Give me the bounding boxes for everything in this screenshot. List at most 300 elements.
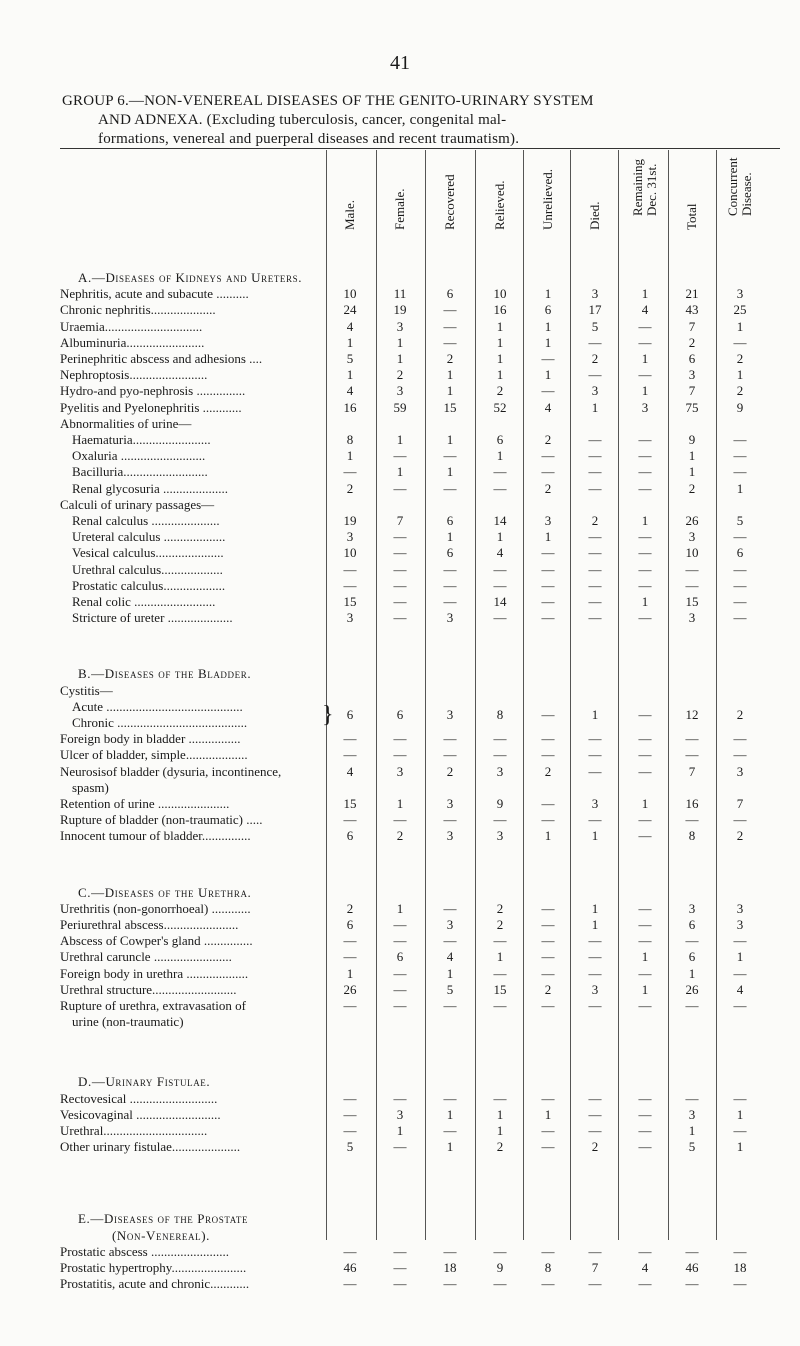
table-cell: 5 <box>446 981 454 997</box>
table-cell: 6 <box>346 917 354 932</box>
table-cell: 3 <box>396 1106 404 1122</box>
row-label: Abscess of Cowper's gland ............... <box>60 933 253 949</box>
table-cell: 1 <box>688 448 696 464</box>
row-label: Stricture of ureter .................... <box>72 610 233 626</box>
table-cell: — <box>638 917 652 932</box>
table-cell: 5 <box>688 1139 696 1155</box>
table-cell: 6 <box>446 545 454 561</box>
table-cell: — <box>588 1090 602 1106</box>
table-cell: — <box>541 949 555 965</box>
table-cell: — <box>588 1106 602 1122</box>
table-cell: 1 <box>736 949 744 965</box>
row-label: Uraemia.............................. <box>60 318 203 334</box>
table-cell: 6 <box>446 513 454 528</box>
table-cell: 3 <box>591 981 599 997</box>
table-cell: — <box>733 933 747 949</box>
table-cell: — <box>541 1139 555 1155</box>
table-cell: 1 <box>446 1139 454 1155</box>
table-cell: 19 <box>393 302 407 318</box>
table-cell: 10 <box>343 286 357 302</box>
table-cell: 4 <box>496 545 504 561</box>
table-cell: — <box>733 529 747 545</box>
row-label: Other urinary fistulae..................... <box>60 1139 241 1155</box>
table-cell: 2 <box>544 981 552 997</box>
table-row <box>60 812 780 828</box>
table-cell: 3 <box>396 318 404 334</box>
table-cell: 10 <box>685 545 699 561</box>
table-cell: 25 <box>733 302 747 318</box>
table-cell: 1 <box>446 464 454 480</box>
table-cell: 1 <box>496 318 504 334</box>
table-cell: — <box>733 1123 747 1138</box>
column-header-label: Total <box>684 203 699 230</box>
table-cell: — <box>541 933 555 949</box>
table-cell: 3 <box>688 529 696 545</box>
row-label: (Non-Venereal). <box>112 1227 211 1243</box>
table-cell: 1 <box>496 1106 504 1122</box>
row-label: Acute .......................................... <box>72 698 243 714</box>
table-cell: — <box>733 1243 747 1259</box>
table-cell: 2 <box>544 763 552 779</box>
table-cell: 1 <box>641 383 649 399</box>
table-cell: — <box>443 1090 457 1106</box>
table-cell: — <box>638 334 652 350</box>
table-row <box>60 998 780 1014</box>
table-cell: 8 <box>688 828 696 844</box>
row-label: Renal glycosuria .................... <box>72 480 228 496</box>
table-cell: — <box>638 707 652 722</box>
row-label: Albuminuria........................ <box>60 334 205 350</box>
table-cell: — <box>541 900 555 916</box>
table-cell: 3 <box>446 917 454 932</box>
table-row <box>60 828 780 844</box>
table-cell: — <box>638 965 652 981</box>
row-label: Haematuria........................ <box>72 432 211 447</box>
table-cell: 15 <box>443 399 457 415</box>
table-cell: 4 <box>544 399 552 415</box>
column-header-label: Relieved. <box>492 180 507 230</box>
table-row <box>60 1107 780 1123</box>
table-cell: — <box>541 351 555 366</box>
table-cell: 1 <box>396 464 404 480</box>
row-label: Foreign body in urethra ................... <box>60 965 249 981</box>
section-heading <box>60 270 780 286</box>
column-header <box>330 150 370 250</box>
row-label: Prostatic hypertrophy....................... <box>60 1260 247 1275</box>
table-cell: 4 <box>641 1260 649 1275</box>
table-cell: — <box>588 545 602 561</box>
table-row <box>60 683 780 699</box>
table-cell: — <box>588 577 602 593</box>
table-cell: 3 <box>736 900 744 916</box>
table-cell: 7 <box>396 513 404 528</box>
table-cell: — <box>393 731 407 747</box>
table-cell: — <box>343 998 357 1013</box>
table-cell: 3 <box>496 828 504 844</box>
table-cell: 6 <box>544 302 552 318</box>
table-cell: — <box>493 965 507 981</box>
table-cell: — <box>638 1243 652 1259</box>
table-cell: — <box>541 796 555 811</box>
table-cell: 1 <box>688 1123 696 1138</box>
table-cell: 6 <box>496 432 504 447</box>
column-header <box>528 150 568 250</box>
row-label: Calculi of urinary passages— <box>60 496 215 512</box>
table-cell: — <box>343 812 357 828</box>
table-cell: 9 <box>496 1260 504 1275</box>
row-label: Rupture of bladder (non-traumatic) ..... <box>60 812 263 828</box>
table-cell: — <box>638 610 652 626</box>
table-cell: 1 <box>396 1123 404 1138</box>
table-cell: — <box>638 529 652 545</box>
table-cell: 14 <box>493 594 507 609</box>
table-cell: 2 <box>496 383 504 399</box>
table-cell: — <box>541 594 555 609</box>
table-cell: — <box>443 731 457 747</box>
table-cell: 2 <box>591 513 599 528</box>
table-cell: 2 <box>591 351 599 366</box>
table-cell: 75 <box>685 399 699 415</box>
table-cell: — <box>443 812 457 828</box>
table-cell: — <box>588 747 602 763</box>
row-label: Bacilluria.......................... <box>72 464 208 480</box>
table-cell: 2 <box>496 900 504 916</box>
title-line-3: formations, venereal and puerperal diseases and recent traumatism). <box>98 131 520 147</box>
table-cell: — <box>733 334 747 350</box>
table-cell: 2 <box>736 383 744 399</box>
table-row <box>60 1276 780 1292</box>
table-cell: 17 <box>588 302 602 318</box>
row-label: urine (non-traumatic) <box>72 1014 184 1030</box>
table-cell: 6 <box>396 707 404 722</box>
table-row <box>60 578 780 594</box>
table-cell: — <box>685 731 699 747</box>
table-row <box>60 1014 780 1030</box>
table-cell: 4 <box>736 981 744 997</box>
column-header-label: Died. <box>587 201 602 230</box>
table-cell: — <box>493 577 507 593</box>
table-cell: 1 <box>396 432 404 447</box>
table-cell: — <box>393 1243 407 1259</box>
table-cell: 1 <box>446 432 454 447</box>
table-row <box>60 545 780 561</box>
table-cell: — <box>638 561 652 577</box>
table-row <box>60 982 780 998</box>
column-header-label: Unrelieved. <box>540 168 555 230</box>
table-cell: — <box>393 917 407 932</box>
section-heading <box>60 1211 780 1227</box>
table-row <box>60 949 780 965</box>
table-cell: 1 <box>544 828 552 844</box>
table-cell: 5 <box>591 318 599 334</box>
table-cell: 2 <box>496 917 504 932</box>
table-cell: 1 <box>544 286 552 302</box>
table-cell: 16 <box>685 796 699 811</box>
table-cell: 1 <box>544 529 552 545</box>
table-cell: — <box>685 561 699 577</box>
table-cell: 6 <box>688 949 696 965</box>
table-cell: — <box>343 747 357 763</box>
table-cell: — <box>443 302 457 318</box>
row-label: Chronic nephritis.................... <box>60 302 216 318</box>
table-cell: — <box>393 1090 407 1106</box>
table-cell: 3 <box>591 383 599 399</box>
table-cell: — <box>733 561 747 577</box>
table-row <box>60 513 780 529</box>
table-cell: 7 <box>591 1260 599 1275</box>
section-heading <box>60 666 780 682</box>
row-label: Pyelitis and Pyelonephritis ............ <box>60 399 242 415</box>
table-cell: 9 <box>496 796 504 811</box>
row-label: spasm) <box>72 779 109 795</box>
table-cell: — <box>443 1243 457 1259</box>
table-cell: — <box>541 747 555 763</box>
table-cell: — <box>443 448 457 464</box>
table-cell: — <box>393 448 407 464</box>
table-cell: 10 <box>493 286 507 302</box>
column-header <box>625 150 665 250</box>
table-cell: 1 <box>496 448 504 464</box>
table-cell: — <box>638 998 652 1013</box>
table-cell: 1 <box>591 900 599 916</box>
table-cell: 1 <box>446 529 454 545</box>
table-cell: 1 <box>591 399 599 415</box>
table-cell: — <box>443 998 457 1013</box>
table-cell: 1 <box>641 513 649 528</box>
table-cell: 2 <box>544 432 552 447</box>
table-row <box>60 747 780 763</box>
table-cell: — <box>588 998 602 1013</box>
table-cell: 3 <box>591 286 599 302</box>
table-cell: 5 <box>346 1139 354 1155</box>
table-cell: 7 <box>688 763 696 779</box>
table-cell: — <box>493 747 507 763</box>
table-cell: 3 <box>446 828 454 844</box>
table-cell: 7 <box>736 796 744 811</box>
table-cell: — <box>393 577 407 593</box>
table-cell: — <box>638 367 652 383</box>
table-cell: — <box>493 933 507 949</box>
table-cell: 2 <box>396 367 404 383</box>
table-cell: 12 <box>685 707 699 722</box>
table-cell: — <box>393 545 407 561</box>
table-cell: — <box>393 1276 407 1292</box>
row-label: E.—Diseases of the Prostate <box>78 1211 249 1227</box>
table-cell: — <box>588 933 602 949</box>
table-cell: — <box>541 561 555 577</box>
table-cell: — <box>733 998 747 1013</box>
row-label: Hydro-and pyo-nephrosis ............... <box>60 383 246 399</box>
table-row <box>60 966 780 982</box>
column-header <box>575 150 615 250</box>
table-cell: 1 <box>544 367 552 383</box>
table-cell: 1 <box>346 367 354 383</box>
table-cell: — <box>588 731 602 747</box>
row-label: Renal colic ......................... <box>72 594 216 609</box>
table-cell: — <box>393 998 407 1013</box>
table-cell: 16 <box>343 399 357 415</box>
table-cell: 6 <box>688 351 696 366</box>
table-cell: — <box>541 707 555 722</box>
table-cell: 14 <box>493 513 507 528</box>
table-cell: — <box>443 1276 457 1292</box>
table-cell: — <box>588 965 602 981</box>
row-label: Ulcer of bladder, simple................... <box>60 747 248 763</box>
table-cell: — <box>588 812 602 828</box>
table-cell: 1 <box>396 351 404 366</box>
table-cell: — <box>443 594 457 609</box>
table-cell: 2 <box>688 480 696 496</box>
table-row <box>60 383 780 399</box>
row-label: Rupture of urethra, extravasation of <box>60 998 246 1013</box>
table-cell: 2 <box>736 351 744 366</box>
row-label: Nephroptosis........................ <box>60 367 208 383</box>
table-cell: 1 <box>396 796 404 811</box>
table-cell: 7 <box>688 318 696 334</box>
table-cell: — <box>393 933 407 949</box>
table-cell: — <box>541 464 555 480</box>
table-cell: 52 <box>493 399 507 415</box>
table-cell: 24 <box>343 302 357 318</box>
table-cell: 1 <box>446 1106 454 1122</box>
column-header <box>430 150 470 250</box>
table-cell: 1 <box>688 965 696 981</box>
table-cell: — <box>685 1090 699 1106</box>
table-cell: 1 <box>496 351 504 366</box>
table-cell: — <box>733 464 747 480</box>
table-cell: 3 <box>736 286 744 302</box>
table-cell: — <box>588 464 602 480</box>
row-label: Neurosisof bladder (dysuria, incontinence, <box>60 763 282 779</box>
table-row <box>60 594 780 610</box>
table-cell: 2 <box>346 480 354 496</box>
row-label: Urethral................................ <box>60 1123 208 1138</box>
table-cell: 21 <box>685 286 699 302</box>
table-cell: — <box>685 1276 699 1292</box>
table-cell: — <box>733 731 747 747</box>
table-cell: 3 <box>396 763 404 779</box>
table-cell: — <box>393 1139 407 1155</box>
table-cell: — <box>541 812 555 828</box>
table-cell: — <box>541 448 555 464</box>
table-cell: — <box>343 1276 357 1292</box>
table-cell: — <box>588 610 602 626</box>
table-cell: 4 <box>346 763 354 779</box>
table-cell: — <box>493 464 507 480</box>
row-label: Vesicovaginal .......................... <box>60 1106 221 1122</box>
table-cell: 1 <box>736 318 744 334</box>
table-cell: — <box>343 464 357 480</box>
table-cell: 1 <box>496 949 504 965</box>
brace-icon: } <box>322 702 334 728</box>
table-cell: 1 <box>641 981 649 997</box>
table-cell: — <box>343 949 357 965</box>
table-cell: — <box>343 731 357 747</box>
table-cell: 5 <box>736 513 744 528</box>
table-row <box>60 933 780 949</box>
row-label: D.—Urinary Fistulae. <box>78 1074 211 1090</box>
table-cell: 7 <box>688 383 696 399</box>
table-cell: — <box>588 949 602 965</box>
table-cell: 15 <box>343 796 357 811</box>
table-cell: — <box>343 933 357 949</box>
table-cell: 1 <box>688 464 696 480</box>
table-cell: 6 <box>396 949 404 965</box>
section-heading <box>60 885 780 901</box>
table-row <box>60 497 780 513</box>
table-row <box>60 319 780 335</box>
table-cell: — <box>638 1106 652 1122</box>
table-cell: — <box>733 448 747 464</box>
table-cell: — <box>541 610 555 626</box>
table-cell: 26 <box>685 513 699 528</box>
table-cell: 43 <box>685 302 699 318</box>
table-cell: — <box>588 763 602 779</box>
table-cell: 5 <box>346 351 354 366</box>
row-label: Oxaluria .......................... <box>72 448 206 464</box>
table-row <box>60 901 780 917</box>
table-cell: 3 <box>446 610 454 626</box>
table-cell: — <box>541 1276 555 1292</box>
table-cell: — <box>638 464 652 480</box>
table-row <box>60 351 780 367</box>
table-cell: 8 <box>544 1260 552 1275</box>
row-label: Urethral calculus................... <box>72 561 223 577</box>
table-cell: 6 <box>736 545 744 561</box>
table-cell: — <box>443 318 457 334</box>
table-cell: 1 <box>446 965 454 981</box>
table-cell: — <box>638 1139 652 1155</box>
table-cell: 1 <box>736 1106 744 1122</box>
column-header-label: Concurrent Disease. <box>725 157 754 216</box>
table-cell: 6 <box>346 707 354 722</box>
table-cell: 8 <box>346 432 354 447</box>
table-cell: 1 <box>736 480 744 496</box>
table-cell: 3 <box>736 763 744 779</box>
table-cell: 2 <box>446 763 454 779</box>
table-cell: — <box>493 1090 507 1106</box>
table-cell: 16 <box>493 302 507 318</box>
table-cell: 1 <box>591 917 599 932</box>
table-cell: — <box>393 812 407 828</box>
table-cell: — <box>638 448 652 464</box>
table-cell: 9 <box>736 399 744 415</box>
table-cell: — <box>685 998 699 1013</box>
table-cell: 1 <box>544 1106 552 1122</box>
table-row <box>60 780 780 796</box>
table-cell: — <box>393 747 407 763</box>
row-label: Ureteral calculus ................... <box>72 529 226 545</box>
table-cell: 1 <box>544 334 552 350</box>
table-cell: — <box>588 529 602 545</box>
column-header <box>672 150 712 250</box>
table-cell: 3 <box>396 383 404 399</box>
table-cell: 11 <box>393 286 407 302</box>
table-cell: 15 <box>343 594 357 609</box>
table-cell: — <box>733 1276 747 1292</box>
table-row <box>60 917 780 933</box>
table-cell: — <box>588 334 602 350</box>
row-label: B.—Diseases of the Bladder. <box>78 666 252 682</box>
table-cell: 2 <box>736 828 744 844</box>
table-cell: — <box>685 933 699 949</box>
table-cell: — <box>638 545 652 561</box>
table-cell: — <box>541 1123 555 1138</box>
table-cell: 1 <box>396 900 404 916</box>
table-cell: 4 <box>641 302 649 318</box>
table-cell: — <box>343 1106 357 1122</box>
table-cell: — <box>733 965 747 981</box>
